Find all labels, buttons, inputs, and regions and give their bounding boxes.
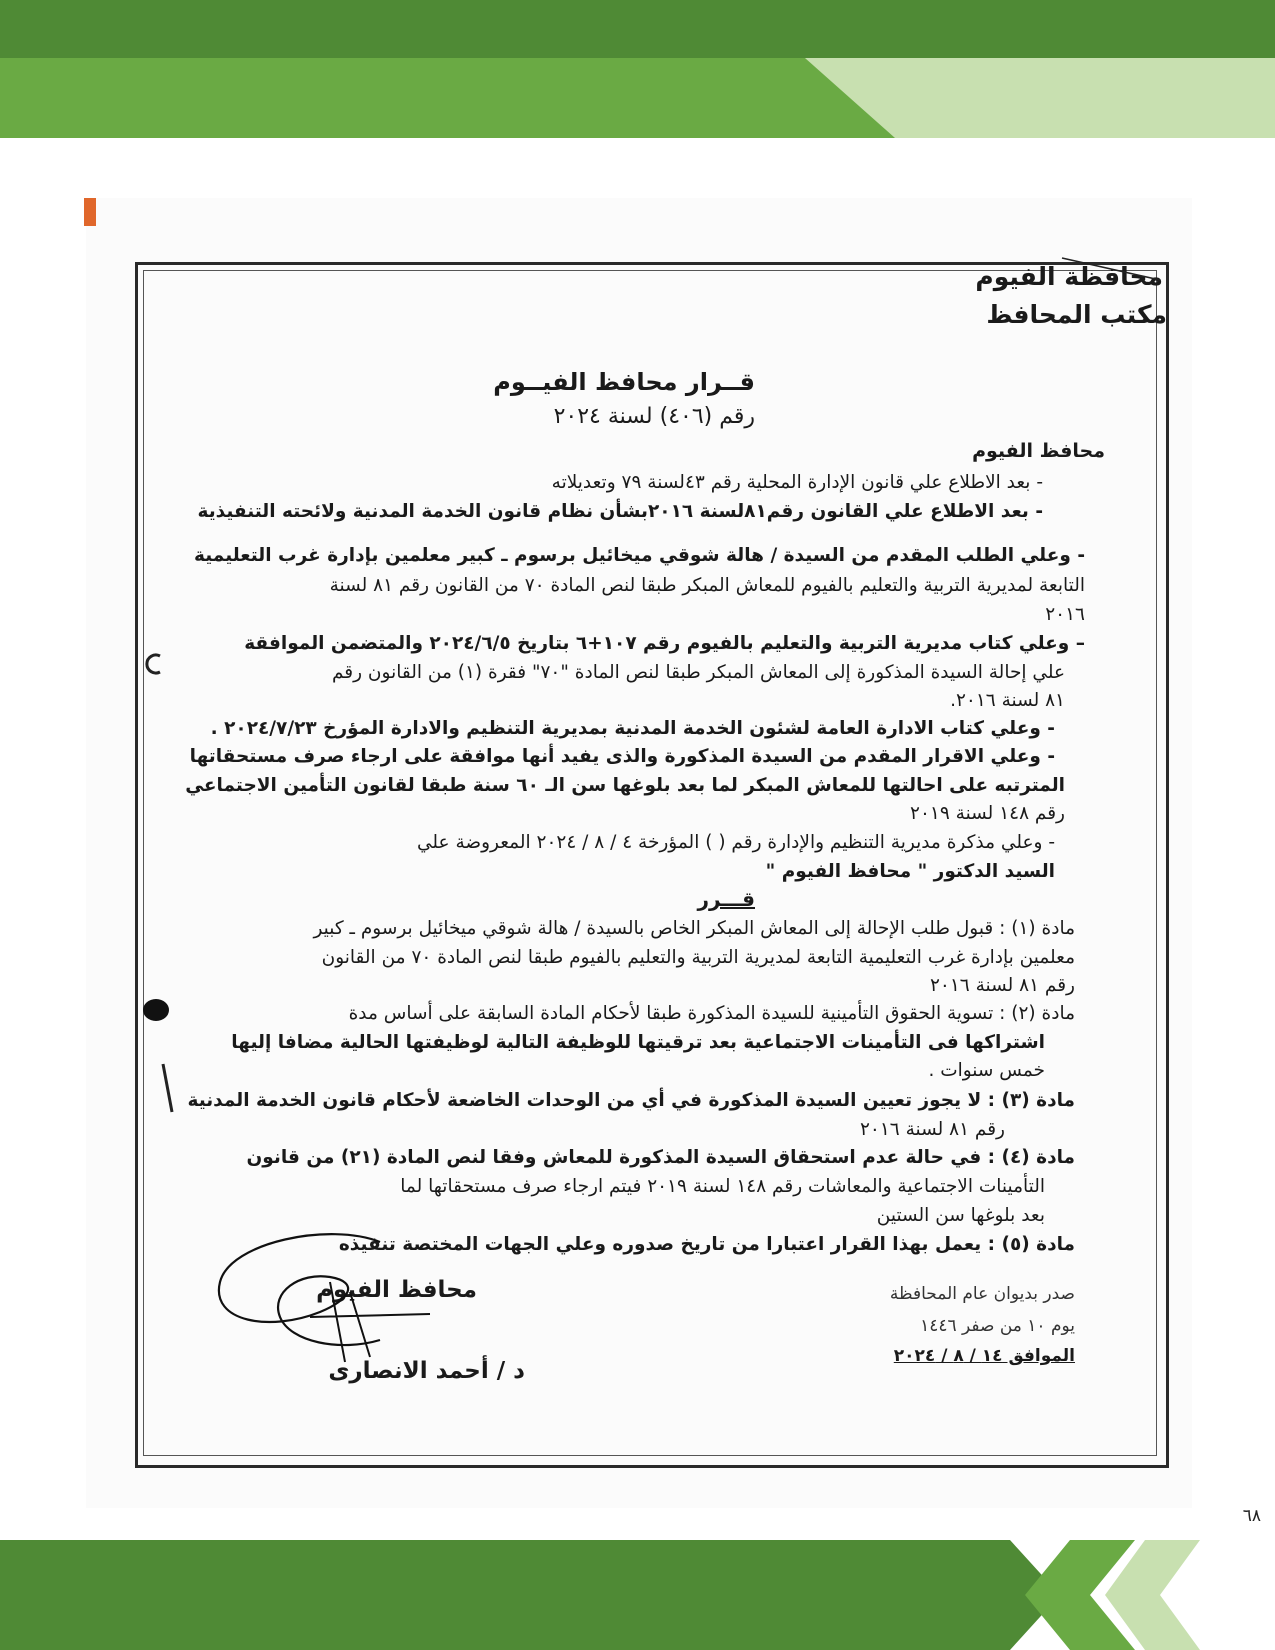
handwritten-signature [210,1222,540,1372]
recital-line: المترتبه على احالتها للمعاش المبكر لما بعد بلوغها سن الـ ٦٠ سنة طبقا لقانون التأمين الاجتماعي [185,775,1065,796]
recital-line: التابعة لمديرية التربية والتعليم بالفيوم للمعاش المبكر طبقا لنص المادة ٧٠ من القانون رقم ٨١ لسنة [329,575,1085,596]
article-line: مادة (٤) : في حالة عدم استحقاق السيدة المذكورة للمعاش وفقا لنص المادة (٢١) من قانون [246,1147,1075,1168]
issued-gregorian-date: الموافق ١٤ / ٨ / ٢٠٢٤ [893,1346,1075,1366]
scan-edge-mark [84,198,96,226]
decree-title: قــرار محافظ الفيــوم [493,368,755,396]
article-line: رقم ٨١ لسنة ٢٠١٦ [859,1119,1005,1140]
decree-number: رقم (٤٠٦) لسنة ٢٠٢٤ [553,404,755,429]
recital-line: علي إحالة السيدة المذكورة إلى المعاش المبكر طبقا لنص المادة "٧٠" فقرة (١) من القانون رقم [331,662,1065,683]
article-line: مادة (٣) : لا يجوز تعيين السيدة المذكورة في أي من الوحدات الخاضعة لأحكام قانون الخدمة المدنية [187,1090,1075,1111]
decree-heading: قـــرر [697,887,755,911]
signatory-name: د / أحمد الانصارى [328,1358,525,1384]
recital-line: رقم ١٤٨ لسنة ٢٠١٩ [910,803,1065,824]
header-band-dark [0,0,1275,58]
ink-blot [142,998,170,1022]
signatory-title: محافظ الفيوم [316,1277,477,1303]
recital-line: - وعلي الاقرار المقدم من السيدة المذكورة والذى يفيد أنها موافقة على ارجاء صرف مستحقاتها [189,746,1055,767]
recital-line: - وعلي الطلب المقدم من السيدة / هالة شوقي ميخائيل برسوم ـ كبير معلمين بإدارة غرب التعليمية [194,545,1085,566]
footer-band [0,1540,1275,1650]
issued-hijri-date: يوم ١٠ من صفر ١٤٤٦ [920,1316,1075,1336]
article-line: اشتراكها فى التأمينات الاجتماعية بعد ترقيتها للوظيفة التالية لوظيفتها الحالية مضافا إليها [231,1032,1045,1053]
recital-line: ٨١ لسنة ٢٠١٦. [950,690,1065,711]
recital-line: ٢٠١٦ [1045,604,1085,625]
recital-line: السيد الدكتور " محافظ الفيوم " [765,861,1055,882]
page-number: ٦٨ [1242,1506,1261,1526]
article-line: بعد بلوغها سن الستين [876,1205,1045,1226]
recital-line: - بعد الاطلاع علي قانون الإدارة المحلية رقم ٤٣لسنة ٧٩ وتعديلاته [551,472,1043,493]
recital-line: - بعد الاطلاع علي القانون رقم٨١لسنة ٢٠١٦بشأن نظام قانون الخدمة المدنية ولائحته التنفيذية [197,501,1043,522]
article-line: التأمينات الاجتماعية والمعاشات رقم ١٤٨ لسنة ٢٠١٩ فيتم ارجاء صرف مستحقاتها لما [400,1176,1045,1197]
governorate-name: محافظة الفيوم [975,262,1163,291]
office-name: مكتب المحافظ [986,300,1167,329]
pen-stroke [160,1062,176,1114]
recital-line: - وعلي مذكرة مديرية التنظيم والإدارة رقم ( ) المؤرخة ٤ / ٨ / ٢٠٢٤ المعروضة علي [417,832,1055,853]
pen-stroke [1060,250,1170,290]
article-line: مادة (٥) : يعمل بهذا القرار اعتبارا من تاريخ صدوره وعلي الجهات المختصة تنفيذه [338,1234,1075,1255]
article-line: معلمين بإدارة غرب التعليمية التابعة لمديرية التربية والتعليم بالفيوم طبقا لنص المادة ٧٠ من القانون [321,947,1075,968]
recital-line: - وعلي كتاب الادارة العامة لشئون الخدمة المدنية بمديرية التنظيم والادارة المؤرخ ٢٠٢٤/٧/٢٣ . [210,718,1055,739]
article-line: خمس سنوات . [928,1060,1045,1081]
issued-place: صدر بديوان عام المحافظة [889,1284,1075,1304]
article-line: رقم ٨١ لسنة ٢٠١٦ [929,975,1075,996]
decree-preface: محافظ الفيوم [972,440,1105,462]
article-line: مادة (١) : قبول طلب الإحالة إلى المعاش المبكر الخاص بالسيدة / هالة شوقي ميخائيل برسوم ـ كبير [313,918,1075,939]
scan-mark [140,652,164,676]
header-band [0,58,1275,138]
recital-line: – وعلي كتاب مديرية التربية والتعليم بالفيوم رقم ١٠٧+٦ بتاريخ ٢٠٢٤/٦/٥ والمتضمن الموافقة [244,633,1085,654]
article-line: مادة (٢) : تسوية الحقوق التأمينية للسيدة المذكورة طبقا لأحكام المادة السابقة على أساس مدة [348,1003,1075,1024]
